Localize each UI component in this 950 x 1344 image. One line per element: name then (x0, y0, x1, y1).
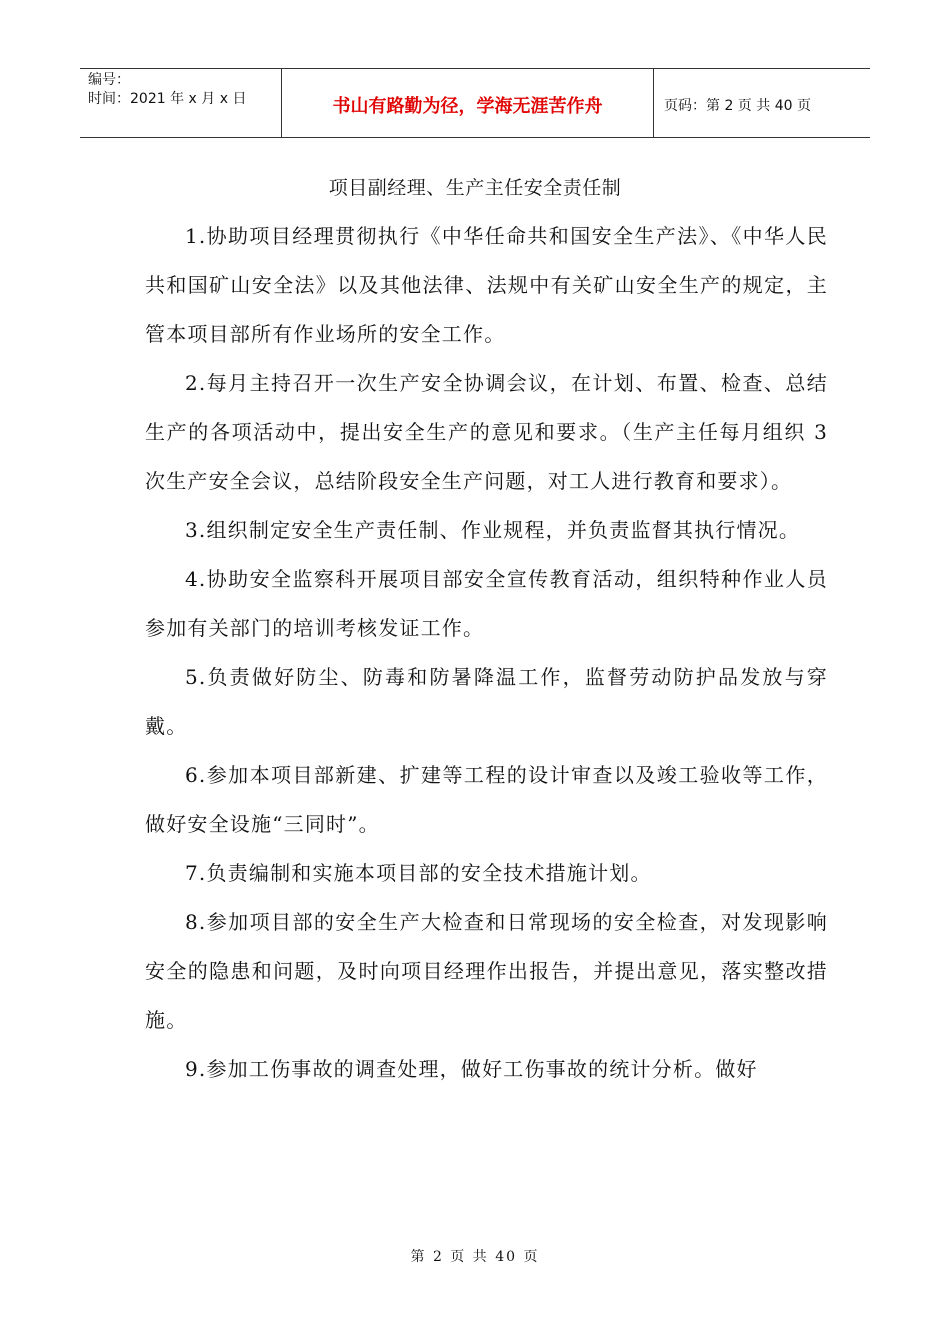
document-title: 项目副经理、生产主任安全责任制 (328, 177, 622, 199)
header-page-info: 页码：第 2 页 共 40 页 (664, 97, 811, 114)
document-number-label: 编号： (88, 72, 130, 88)
document-body (145, 212, 828, 1094)
header-meta (80, 69, 282, 137)
header-motto: 书山有路勤为径，学海无涯苦作舟 (282, 69, 654, 137)
page-header (80, 68, 870, 138)
paragraph: 2.每月主持召开一次生产安全协调会议，在计划、布置、检查、总结生产的各项活动中，提出安全生产的意见和要求。（生产主任每月组织 3 次生产安全会议，总结阶段安全生产问题，对工人进行教育和要求）。 (145, 371, 828, 493)
paragraph: 7.负责编制和实施本项目部的安全技术措施计划。 (185, 861, 652, 885)
paragraph: 5.负责做好防尘、防毒和防暑降温工作，监督劳动防护品发放与穿戴。 (145, 665, 828, 738)
paragraph: 8.参加项目部的安全生产大检查和日常现场的安全检查，对发现影响安全的隐患和问题，及时向项目经理作出报告，并提出意见，落实整改措施。 (145, 910, 828, 1032)
paragraph: 3.组织制定安全生产责任制、作业规程，并负责监督其执行情况。 (185, 518, 801, 542)
paragraph: 4.协助安全监察科开展项目部安全宣传教育活动，组织特种作业人员参加有关部门的培训考核发证工作。 (145, 567, 828, 640)
page-footer: 第 2 页 共 40 页 (410, 1249, 540, 1265)
paragraph: 6.参加本项目部新建、扩建等工程的设计审查以及竣工验收等工作，做好安全设施“三同时”。 (145, 763, 828, 836)
paragraph: 9.参加工伤事故的调查处理，做好工伤事故的统计分析。做好 (185, 1057, 758, 1081)
document-date: 时间：2021 年 x 月 x 日 (88, 91, 247, 107)
paragraph: 1.协助项目经理贯彻执行《中华任命共和国安全生产法》、《中华人民共和国矿山安全法》以及其他法律、法规中有关矿山安全生产的规定，主管本项目部所有作业场所的安全工作。 (145, 224, 828, 346)
